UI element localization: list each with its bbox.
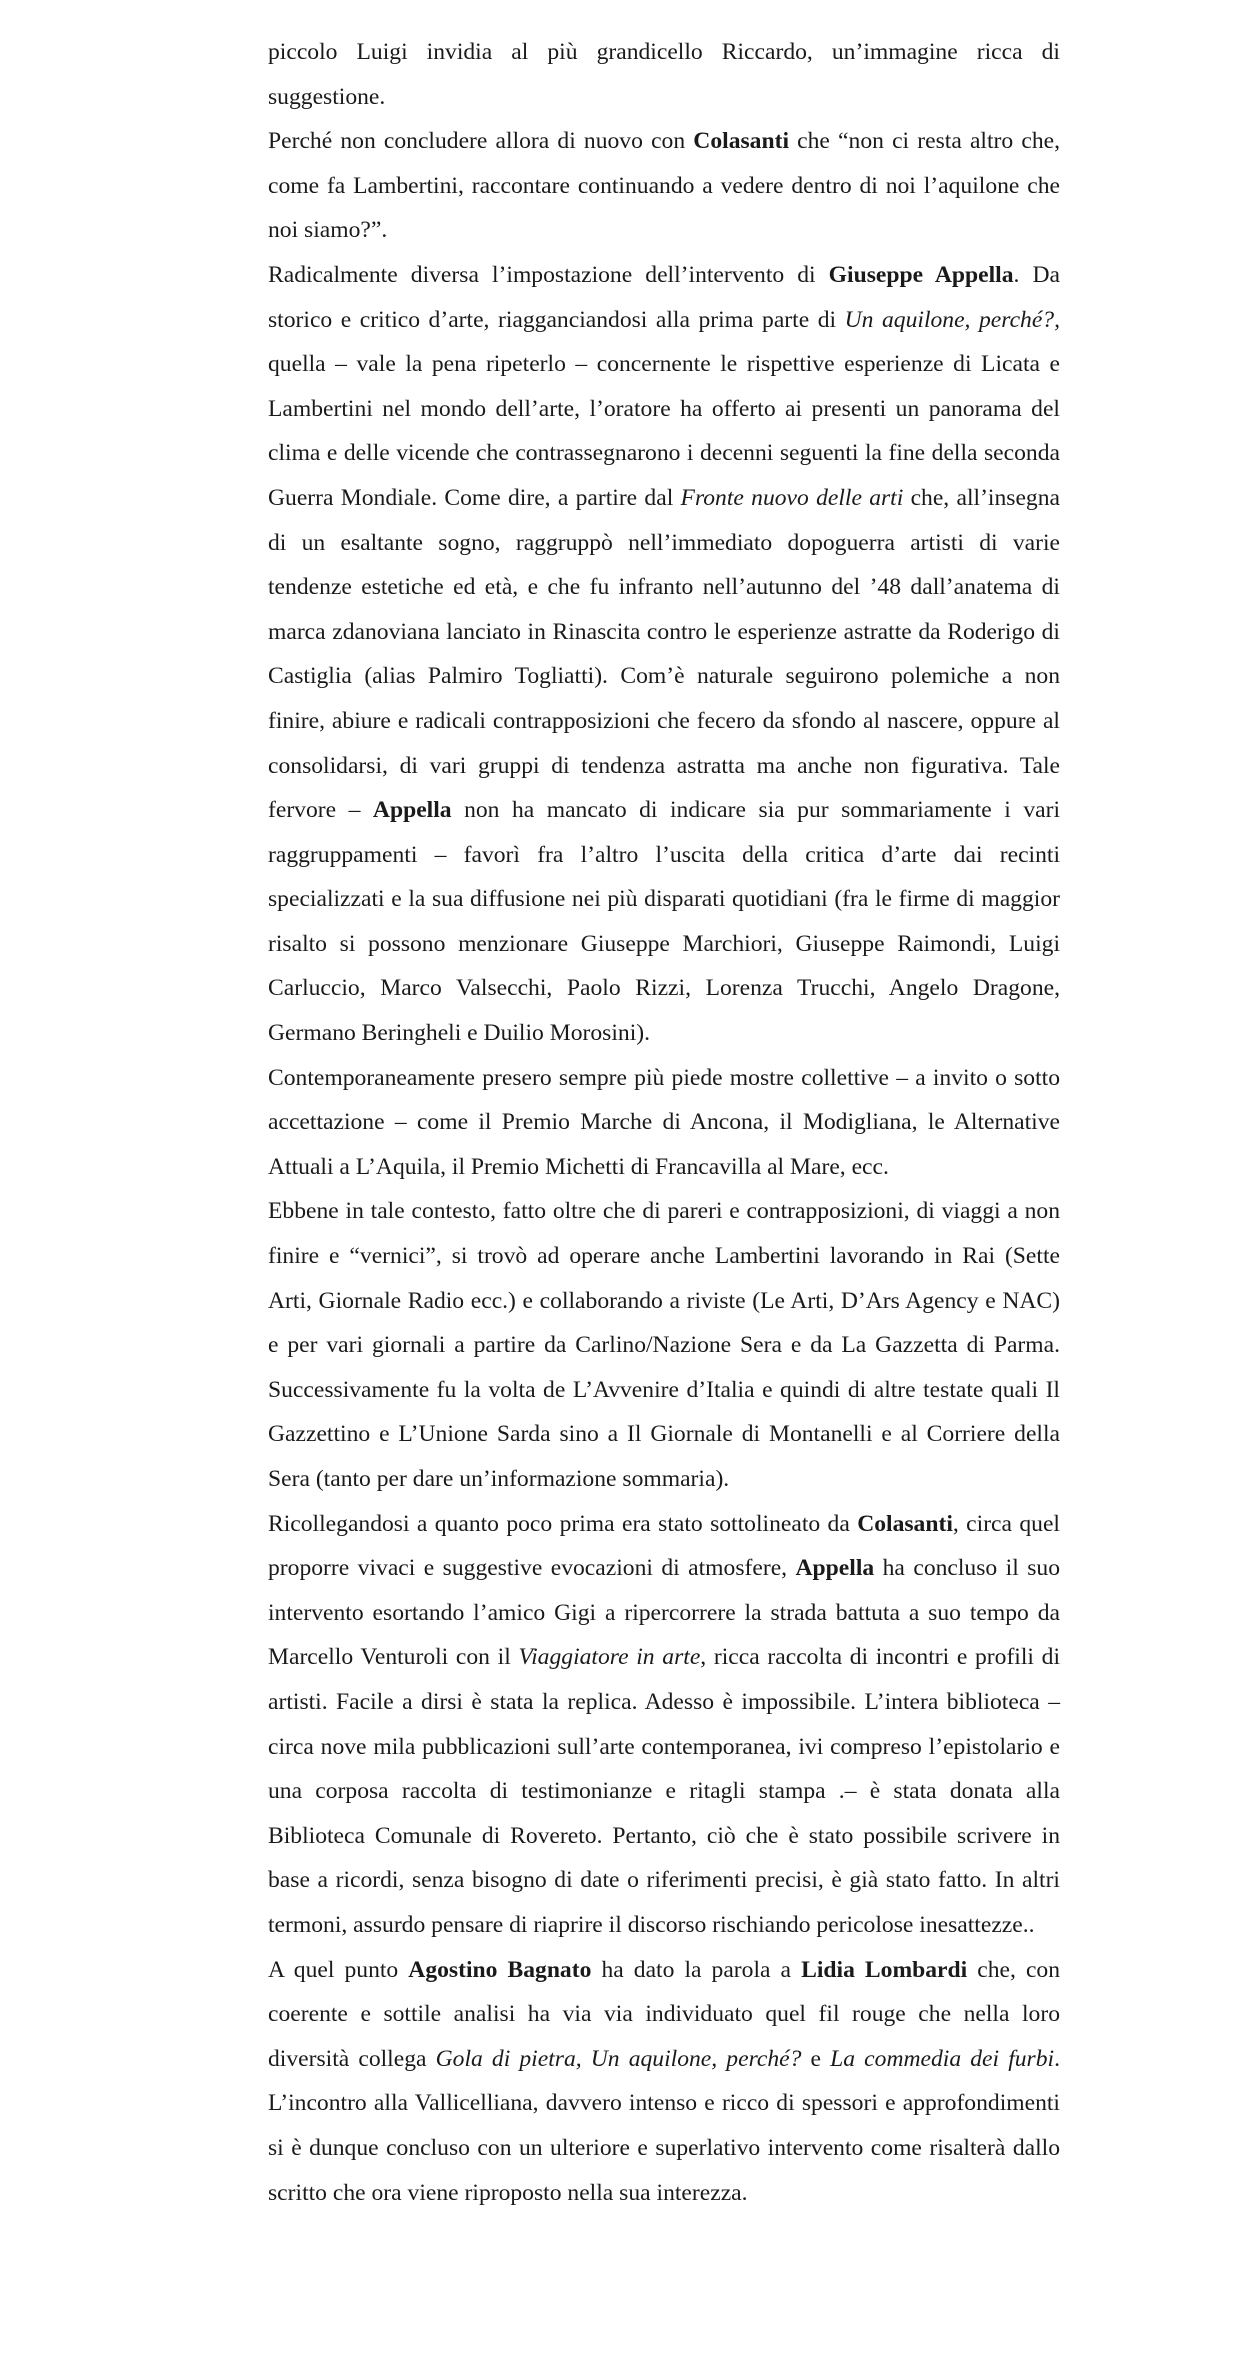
text-run: . Da storico e critico d’arte, riagganciandosi alla prima parte di	[268, 261, 1060, 333]
text-run: e	[801, 2045, 831, 2072]
paragraph	[268, 119, 1060, 253]
paragraph	[268, 1189, 1060, 1501]
text-run: A quel punto	[268, 1956, 409, 1983]
bold-name: Agostino Bagnato	[408, 1956, 592, 1983]
text-run: ha concluso il suo intervento esortando l’amico Gigi a ripercorrere la strada battuta a suo tempo da Marcello Venturoli con il	[268, 1555, 1060, 1671]
text-run: che “non ci resta altro che, come fa Lambertini, raccontare continuando a vedere dentro di noi l’aquilone che noi siamo?”.	[268, 128, 1060, 244]
paragraph	[268, 1056, 1060, 1190]
bold-name: Colasanti	[857, 1510, 953, 1537]
document-page	[268, 30, 1060, 2215]
paragraph	[268, 253, 1060, 1056]
paragraph	[268, 1502, 1060, 1948]
bold-name: Appella	[795, 1555, 875, 1582]
text-run: , circa quel proporre vivaci e suggestive evocazioni di atmosfere,	[268, 1510, 1060, 1582]
text-run: , ricca raccolta di incontri e profili di artisti. Facile a dirsi è stata la replica. Adesso è impossibile. L’intera biblioteca – circa nove mila pubblicazioni sull’arte contemporanea, ivi compreso l’epistolario e una corposa raccolta di testimonianze e ritagli stampa .– è stata donata alla Biblioteca Comunale di Rovereto. Pertanto, ciò che è stato possibile scrivere in base a ricordi, senza bisogno di date o riferimenti precisi, è già stato fatto. In altri termoni, assurdo pensare di riaprire il discorso rischiando pericolose inesattezze..	[268, 1644, 1061, 1938]
text-run: . L’incontro alla Vallicelliana, davvero intenso e ricco di spessori e approfondimenti si è dunque concluso con un ulteriore e superlativo intervento come risalterà dallo scritto che ora viene riproposto nella sua interezza.	[268, 2045, 1060, 2206]
text-run: non ha mancato di indicare sia pur sommariamente i vari raggruppamenti – favorì fra l’altro l’uscita della critica d’arte dai recinti specializzati e la sua diffusione nei più disparati quotidiani (fra le firme di maggior risalto si possono menzionare Giuseppe Marchiori, Giuseppe Raimondi, Luigi Carluccio, Marco Valsecchi, Paolo Rizzi, Lorenza Trucchi, Angelo Dragone, Germano Beringheli e Duilio Morosini).	[268, 797, 1061, 1047]
italic-title: Un aquilone, perché?,	[844, 306, 1061, 333]
bold-name: Colasanti	[693, 128, 789, 155]
italic-title: Viaggiatore in arte	[518, 1644, 701, 1671]
text-run: Perché non concludere allora di nuovo con	[268, 128, 694, 155]
text-run: Radicalmente diversa l’impostazione dell’intervento di	[268, 261, 829, 288]
text-run: Contemporaneamente presero sempre più piede mostre collettive – a invito o sotto accettazione – come il Premio Marche di Ancona, il Modigliana, le Alternative Attuali a L’Aquila, il Premio Michetti di Francavilla al Mare, ecc.	[268, 1064, 1060, 1180]
text-run: ha dato la parola a	[591, 1956, 802, 1983]
bold-name: Lidia Lombardi	[801, 1956, 968, 1983]
text-run: Ebbene in tale contesto, fatto oltre che di pareri e contrapposizioni, di viaggi a non finire e “vernici”, si trovò ad operare anche Lambertini lavorando in Rai (Sette Arti, Giornale Radio ecc.) e collaborando a riviste (Le Arti, D’Ars Agency e NAC) e per vari giornali a partire da Carlino/Nazione Sera e da La Gazzetta di Parma. Successivamente fu la volta de L’Avvenire d’Italia e quindi di altre testate quali Il Gazzettino e L’Unione Sarda sino a Il Giornale di Montanelli e al Corriere della Sera (tanto per dare un’informazione sommaria).	[268, 1198, 1060, 1492]
italic-title: Fronte nuovo delle arti	[680, 484, 904, 511]
italic-title: Gola di pietra, Un aquilone, perché?	[435, 2045, 802, 2072]
text-run: Ricollegandosi a quanto poco prima era stato sottolineato da	[268, 1510, 858, 1537]
paragraph	[268, 1948, 1060, 2216]
paragraph	[268, 30, 1060, 119]
text-run: piccolo Luigi invidia al più grandicello Riccardo, un’immagine ricca di suggestione.	[268, 39, 1060, 110]
text-run: che, con coerente e sottile analisi ha via via individuato quel fil rouge che nella loro diversità collega	[268, 1956, 1061, 2072]
text-run: quella – vale la pena ripeterlo – concernente le rispettive esperienze di Licata e Lambertini nel mondo dell’arte, l’oratore ha offerto ai presenti un panorama del clima e delle vicende che contrassegnarono i decenni seguenti la fine della seconda Guerra Mondiale. Come dire, a partire dal	[268, 351, 1060, 511]
bold-name: Giuseppe Appella	[828, 261, 1014, 288]
bold-name: Appella	[372, 797, 452, 824]
italic-title: La commedia dei furbi	[830, 2045, 1055, 2072]
text-run: che, all’insegna di un esaltante sogno, raggruppò nell’immediato dopoguerra artisti di varie tendenze estetiche ed età, e che fu infranto nell’autunno del ’48 dall’anatema di marca zdanoviana lanciato in Rinascita contro le esperienze astratte da Roderigo di Castiglia (alias Palmiro Togliatti). Com’è naturale seguirono polemiche a non finire, abiure e radicali contrapposizioni che fecero da sfondo al nascere, oppure al consolidarsi, di vari gruppi di tendenza astratta ma anche non figurativa. Tale fervore –	[268, 484, 1060, 824]
